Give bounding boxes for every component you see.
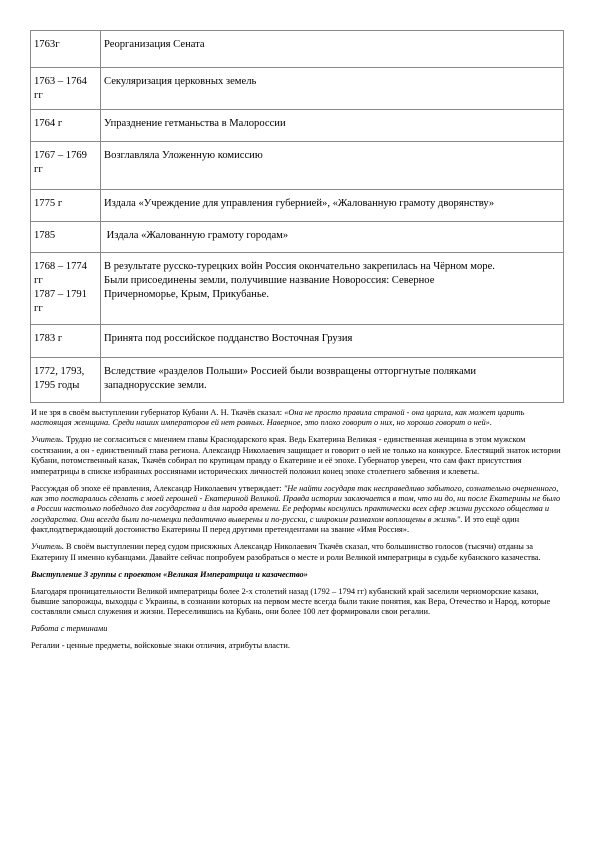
date-cell: 1775 г [31, 190, 101, 222]
body-text [31, 408, 563, 658]
event-cell: Вследствие «разделов Польши» Россией были возвращены отторгнутые поляками западнорусские земли. [101, 358, 564, 403]
date-cell: 1767 – 1769 гг [31, 142, 101, 190]
table-row [31, 110, 564, 142]
event-cell: Издала «Жалованную грамоту городам» [101, 222, 564, 253]
events-table [30, 30, 564, 403]
date-cell: 1764 г [31, 110, 101, 142]
date-cell: 1763г [31, 31, 101, 68]
event-cell: Возглавляла Уложенную комиссию [101, 142, 564, 190]
table-row [31, 68, 564, 110]
paragraph-epoch-quote: Рассуждая об эпохе её правления, Александр Николаевич утверждает: "Не найти государя так несправедливо забытого, сознательно очерненного, как это постарались сделать с моей героиней - Екатериной Великой. Правда истории заключается в том, что ни до, ни после Екатерины не было в России настолько победного для государства и для народа времени. Ее реформы коснулись практически всех сфер жизни русского общества и государства. Они всегда были по-немецки педантично выверены и по-русски, с широким размахом воплощены в жизнь". И это ещё один факт,подтверждающий достоинство Екатерины II перед другими претендентами на звание «Имя Россия». [31, 483, 561, 535]
event-cell: Реорганизация Сената [101, 31, 564, 68]
table-row [31, 142, 564, 190]
event-cell: Принята под российское подданство Восточная Грузия [101, 325, 564, 358]
table-row [31, 222, 564, 253]
table-row [31, 31, 564, 68]
event-cell: Секуляризация церковных земель [101, 68, 564, 110]
event-cell: В результате русско-турецких войн Россия окончательно закрепилась на Чёрном море. Были присоединены земли, получившие название Новороссия: Северное Причерноморье, Крым, Прикубанье. [101, 253, 564, 325]
table-row [31, 358, 564, 403]
event-cell: Издала «Учреждение для управления губернией», «Жалованную грамоту дворянству» [101, 190, 564, 222]
date-cell: 1763 – 1764 гг [31, 68, 101, 110]
paragraph-teacher-1: Учитель. Трудно не согласиться с мнением главы Краснодарского края. Ведь Екатерина Великая - единственная женщина в этом мужском состязании, а он - единственный глава региона. Александр Николаевич защищает и говорит о ней не только на конкурсе. Блестящий знаток истории Кубани, потомственный казак, Ткачёв собирал по крупицам правду о Екатерине и её эпохе. Губернатор уверен, что сам факт присутствия императрицы в списке избранных россиянами исторических личностей положил конец эпохе столетнего забвения и клеветы. [31, 435, 561, 476]
table-row [31, 253, 564, 325]
table-row [31, 325, 564, 358]
event-cell: Упразднение гетманьства в Малороссии [101, 110, 564, 142]
date-cell: 1768 – 1774 гг 1787 – 1791 гг [31, 253, 101, 325]
paragraph-terms-label: Работа с терминами [31, 624, 108, 634]
date-cell: 1785 [31, 222, 101, 253]
paragraph-teacher-2: Учитель. В своём выступлении перед судом присяжных Александр Николаевич Ткачёв сказал, что большинство голосов (тысячи) отданы за Екатерину II именно кубанцами. Давайте сейчас попробуем разобраться о месте и роли Великой императрицы в судьбе кубанского казачества. [31, 542, 541, 562]
date-cell: 1772, 1793, 1795 годы [31, 358, 101, 403]
paragraph-regalia: Регалии - ценные предметы, войсковые знаки отличия, атрибуты власти. [31, 641, 290, 651]
table-row [31, 190, 564, 222]
paragraph-governor-quote: И не зря в своём выступлении губернатор Кубани А. Н. Ткачёв сказал: «Она не просто правила страной - она царила, как может царить настоящая женщина. Среди наших императоров ей нет равных. Наверное, это плохо говорит о них, но хорошо говорит о ней». [31, 408, 525, 428]
section-heading: Выступление 3 группы с проектом «Великая Императрица и казачество» [31, 569, 308, 579]
date-cell: 1783 г [31, 325, 101, 358]
paragraph-cossacks: Благодаря проницательности Великой императрицы более 2-х столетий назад (1792 – 1794 гг) кубанский край заселили черноморские казаки, бывшие запорожцы, выходцы с Украины, в сознании которых на первом месте всегда были такие понятия, как Вера, Отечество и Народ, которые составляли смысл служения и жизни. Переселившись на Кубань, они более 100 лет формировали свои регалии. [31, 586, 551, 617]
